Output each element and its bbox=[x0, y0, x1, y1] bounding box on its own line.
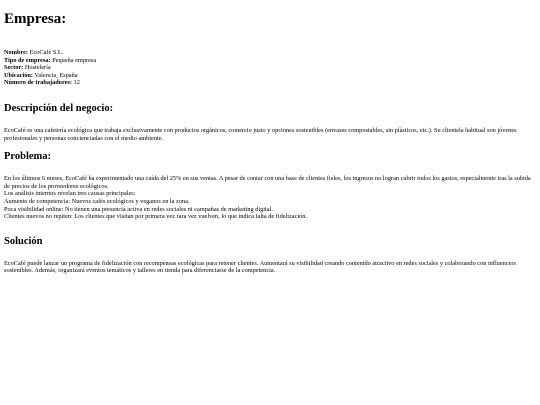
problema-line: Clientes nuevos no repiten: Los clientes que visitan por primera vez rara vez vuelven, lo que indica falta de fidelización. bbox=[4, 213, 308, 221]
field-ubicacion bbox=[4, 72, 536, 80]
problema-line: Aumento de competencia: Nuevos cafés ecológicos y veganos en la zona. bbox=[4, 197, 190, 205]
field-label: Número de trabajadores: bbox=[4, 79, 72, 87]
descripcion-text: EcoCafé es una cafetería ecológica que trabaja exclusivamente con productos orgánicos, comercio justo y opciones sostenibles (envases compostables, sin plásticos, etc.). Su clientela habitual son jóvenes profesionales y personas concienciadas con el medio ambiente. bbox=[4, 126, 517, 142]
solucion-heading: Solución bbox=[4, 235, 43, 247]
field-value: Pequeña empresa bbox=[52, 56, 97, 64]
empresa-info bbox=[4, 49, 536, 87]
field-label: Nombre: bbox=[4, 49, 29, 56]
field-sector bbox=[4, 64, 536, 72]
descripcion-heading: Descripción del negocio: bbox=[4, 102, 114, 114]
field-nombre bbox=[4, 49, 536, 57]
field-tipo bbox=[4, 57, 536, 65]
problema-line: Poca visibilidad online: No tienen una presencia activa en redes sociales ni campañas de marketing digital. bbox=[4, 205, 273, 213]
field-trabajadores bbox=[4, 79, 536, 87]
field-label: Ubicación: bbox=[4, 71, 34, 79]
field-value: 12 bbox=[73, 79, 80, 87]
empresa-heading: Empresa: bbox=[4, 11, 67, 27]
field-value: Valencia, España bbox=[34, 71, 78, 79]
problema-line: En los últimos 6 meses, EcoCafé ha experimentado una caída del 25% en sus ventas. A pesar de contar con una base de clientes fieles, los ingresos no logran cubrir todos los gastos, especialmente tras la subida de precios de los proveedores ecológicos. bbox=[4, 175, 531, 190]
problema-text bbox=[4, 175, 536, 221]
field-value: Hostelería bbox=[24, 64, 51, 72]
field-value: EcoCafé S.L. bbox=[29, 49, 64, 56]
problema-heading: Problema: bbox=[4, 151, 52, 163]
solucion-text: EcoCafé puede lanzar un programa de fidelización con recompensas ecológicas para retener clientes. Aumentará su visibilidad creando contenido atractivo en redes sociales y colaborando con influencers sostenibles. Además, organizará eventos temáticos y talleres en tienda para diferenciarse de la competencia. bbox=[4, 259, 516, 275]
field-label: Tipo de empresa: bbox=[4, 56, 51, 64]
field-label: Sector: bbox=[4, 64, 24, 72]
problema-line: Los análisis internos revelan tres causas principales: bbox=[4, 190, 136, 198]
